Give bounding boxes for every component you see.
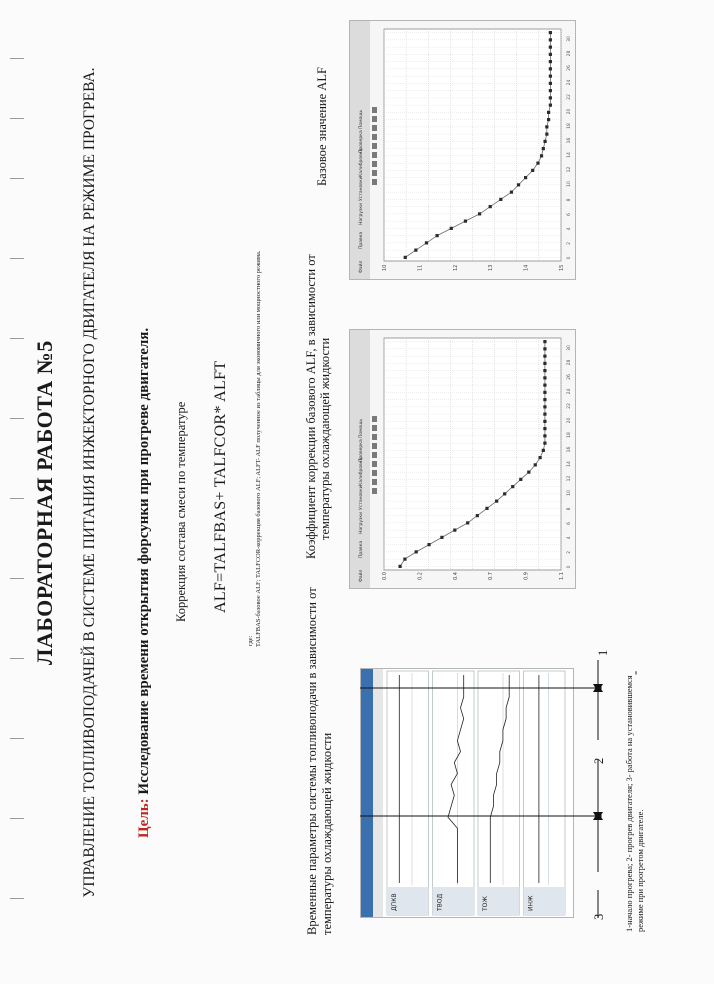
x-tick-label: 12 <box>567 166 572 173</box>
toolbar-icon <box>372 116 377 122</box>
x-tick-label: 8 <box>567 507 572 511</box>
channel-label: ДПКВ <box>391 893 398 911</box>
phase-marker-2: 2 <box>592 757 606 764</box>
data-point <box>549 38 552 41</box>
data-point <box>542 147 545 150</box>
data-point <box>517 183 520 186</box>
where-label: где: <box>247 635 254 646</box>
menu-item: Нагрузки <box>359 511 364 534</box>
data-point <box>398 565 401 568</box>
y-tick-label: 10 <box>382 264 388 271</box>
data-point <box>478 212 481 215</box>
menu-item: Помощь <box>359 109 364 129</box>
toolbar-icon <box>372 125 377 131</box>
base-alf-chart <box>350 21 575 279</box>
data-point <box>549 60 552 63</box>
data-point <box>543 140 546 143</box>
menu-item: Правка <box>359 540 364 558</box>
x-tick-label: 8 <box>567 198 572 202</box>
margin-tick <box>10 338 24 339</box>
coef-caption-line1: Коэффициент коррекции базового ALF, в зависимости от <box>304 254 318 559</box>
y-tick-label: 0.4 <box>452 572 459 580</box>
stray-dash: - <box>628 670 642 675</box>
data-point <box>450 227 453 230</box>
toolbar-icon <box>372 170 377 176</box>
data-point <box>436 234 439 237</box>
toolbar-icon <box>372 470 377 476</box>
x-tick-label: 24 <box>567 388 572 395</box>
x-tick-label: 20 <box>567 108 572 115</box>
x-tick-label: 4 <box>567 227 572 231</box>
menu-item: Калибровка <box>359 148 364 177</box>
x-tick-label: 20 <box>567 417 572 424</box>
definitions-text: TALFBAS-базовое ALF; TALFCOR-коррекция базового ALF; ALFT- ALF полученное из таблицы для экономичного или мощностного режима. <box>255 250 262 647</box>
formula: ALF=TALFBAS+ TALFCOR* ALFT <box>212 360 229 613</box>
x-tick-label: 4 <box>567 536 572 540</box>
toolbar-icon <box>372 479 377 485</box>
data-point <box>427 543 430 546</box>
y-tick-label: 12 <box>452 264 459 271</box>
data-point <box>549 31 552 34</box>
data-point <box>549 89 552 92</box>
x-tick-label: 22 <box>567 94 572 100</box>
data-point <box>549 104 552 107</box>
data-point <box>547 111 550 114</box>
x-tick-label: 14 <box>567 152 572 158</box>
x-tick-label: 0 <box>567 565 572 569</box>
data-point <box>531 169 534 172</box>
base-alf-caption: Базовое значение ALF <box>315 67 329 186</box>
data-point <box>543 405 546 408</box>
margin-tick <box>10 58 24 59</box>
y-tick-label: 1.1 <box>559 572 565 580</box>
x-tick-label: 24 <box>567 79 572 86</box>
y-tick-label: 15 <box>559 264 565 271</box>
data-point <box>543 391 546 394</box>
data-point <box>415 550 418 553</box>
margin-tick <box>10 178 24 179</box>
data-point <box>534 463 537 466</box>
x-tick-label: 28 <box>567 50 572 57</box>
menu-item: Калибровка <box>359 457 364 486</box>
channel-label: ТВОД <box>436 893 444 911</box>
data-point <box>503 492 506 495</box>
x-tick-label: 30 <box>567 36 572 42</box>
goal-line <box>136 328 153 838</box>
data-point <box>543 376 546 379</box>
data-point <box>519 478 522 481</box>
margin-tick <box>10 738 24 739</box>
data-point <box>543 340 546 343</box>
data-point <box>549 82 552 85</box>
x-tick-label: 18 <box>567 432 572 438</box>
data-point <box>543 413 546 416</box>
x-tick-label: 14 <box>567 461 572 467</box>
goal-label: Цель: <box>136 798 152 838</box>
data-point <box>466 521 469 524</box>
data-point <box>549 46 552 49</box>
phase-marker-1: 1 <box>596 649 610 656</box>
toolbar-icon <box>372 434 377 440</box>
menu-item: Установки <box>359 485 364 510</box>
data-point <box>543 362 546 365</box>
toolbar-icon <box>372 443 377 449</box>
x-tick-label: 12 <box>567 475 572 482</box>
y-tick-label: 0.2 <box>417 572 424 580</box>
data-point <box>549 67 552 70</box>
x-tick-label: 6 <box>567 213 572 216</box>
menu-item: Правка <box>359 231 364 249</box>
toolbar-icon <box>372 425 377 431</box>
data-point <box>543 398 546 401</box>
data-point <box>524 176 527 179</box>
data-point <box>542 449 545 452</box>
data-point <box>543 347 546 350</box>
data-point <box>543 434 546 437</box>
toolbar-icon <box>372 488 377 494</box>
data-point <box>495 500 498 503</box>
data-point <box>545 125 548 128</box>
y-tick-label: 0.9 <box>523 572 530 580</box>
x-tick-label: 0 <box>567 256 572 260</box>
data-point <box>489 205 492 208</box>
x-tick-label: 26 <box>567 374 572 380</box>
data-point <box>440 536 443 539</box>
x-tick-label: 6 <box>567 522 572 525</box>
y-tick-label: 11 <box>417 264 424 271</box>
margin-tick <box>10 258 24 259</box>
menu-item: Нагрузки <box>359 202 364 225</box>
data-point <box>543 384 546 387</box>
data-point <box>425 241 428 244</box>
phase-legend: 1-начало прогрева; 2- прогрев двигателя; 3- работа на установившемся режиме при прогретом двигателе. <box>624 675 645 932</box>
data-point <box>499 198 502 201</box>
data-point <box>453 529 456 532</box>
margin-tick <box>10 818 24 819</box>
goal-text: Исследование времени открытия форсунки при прогреве двигателя. <box>136 327 152 795</box>
menu-item: Файл <box>359 260 364 273</box>
data-point <box>543 442 546 445</box>
data-point <box>543 369 546 372</box>
data-point <box>464 220 467 223</box>
base-alf-chart-window <box>349 20 576 280</box>
data-point <box>527 471 530 474</box>
phase-marker-3: 3 <box>592 913 606 920</box>
data-point <box>510 191 513 194</box>
margin-tick <box>10 498 24 499</box>
toolbar-icon <box>372 143 377 149</box>
coef-chart <box>350 330 575 588</box>
margin-tick <box>10 658 24 659</box>
toolbar-icon <box>372 416 377 422</box>
page-subtitle: УПРАВЛЕНИЕ ТОПЛИВОПОДАЧЕЙ В СИСТЕМЕ ПИТАНИЯ ИНЖЕКТОРНОГО ДВИГАТЕЛЯ НА РЕЖИМЕ ПРОГРЕВА. <box>81 67 98 898</box>
channel-label: ТОЖ <box>482 896 489 911</box>
toolbar-icon <box>372 161 377 167</box>
y-tick-label: 0.0 <box>382 572 388 580</box>
toolbar-icon <box>372 179 377 185</box>
data-point <box>485 507 488 510</box>
data-point <box>543 355 546 358</box>
data-point <box>547 118 550 121</box>
toolbar-icon <box>372 152 377 158</box>
margin-tick <box>10 578 24 579</box>
data-point <box>549 53 552 56</box>
data-point <box>511 485 514 488</box>
y-tick-label: 0.7 <box>488 572 495 580</box>
data-point <box>403 558 406 561</box>
data-point <box>540 154 543 157</box>
data-point <box>549 75 552 78</box>
x-tick-label: 16 <box>567 137 572 144</box>
margin-tick <box>10 118 24 119</box>
data-point <box>545 133 548 136</box>
x-tick-label: 2 <box>567 242 572 245</box>
data-point <box>404 256 407 259</box>
toolbar-icon <box>372 107 377 113</box>
y-tick-label: 13 <box>488 264 495 271</box>
x-tick-label: 22 <box>567 403 572 409</box>
coef-chart-window <box>349 329 576 589</box>
data-point <box>538 456 541 459</box>
toolbar-icon <box>372 461 377 467</box>
x-tick-label: 10 <box>567 181 572 187</box>
correction-heading: Коррекция состава смеси по температуре <box>174 401 188 622</box>
toolbar-icon <box>372 134 377 140</box>
menu-item: Файл <box>359 569 364 582</box>
timeseries-caption-line2: температуры охлаждающей жидкости <box>320 732 334 935</box>
channel-label: ИНЖ <box>527 895 535 911</box>
data-point <box>536 162 539 165</box>
coef-caption-line2: температуры охлаждающей жидкости <box>318 337 332 540</box>
data-point <box>549 96 552 99</box>
x-tick-label: 10 <box>567 490 572 496</box>
toolbar-icon <box>372 452 377 458</box>
menu-item: Помощь <box>359 418 364 438</box>
x-tick-label: 16 <box>567 446 572 453</box>
phase-markers <box>352 640 612 930</box>
menu-item: Проверка <box>359 439 364 462</box>
timeseries-caption-line1: Временные параметры системы топливоподачи в зависимости от <box>305 587 319 935</box>
data-point <box>414 249 417 252</box>
menu-item: Установки <box>359 176 364 201</box>
data-point <box>543 427 546 430</box>
x-tick-label: 18 <box>567 123 572 129</box>
margin-tick <box>10 418 24 419</box>
x-tick-label: 28 <box>567 359 572 366</box>
x-tick-label: 2 <box>567 551 572 554</box>
x-tick-label: 26 <box>567 65 572 71</box>
y-tick-label: 14 <box>523 264 530 271</box>
page-title: ЛАБОРАТОРНАЯ РАБОТА №5 <box>32 340 57 665</box>
margin-tick <box>10 898 24 899</box>
data-point <box>476 514 479 517</box>
menu-item: Проверка <box>359 130 364 153</box>
x-tick-label: 30 <box>567 345 572 351</box>
data-point <box>543 420 546 423</box>
